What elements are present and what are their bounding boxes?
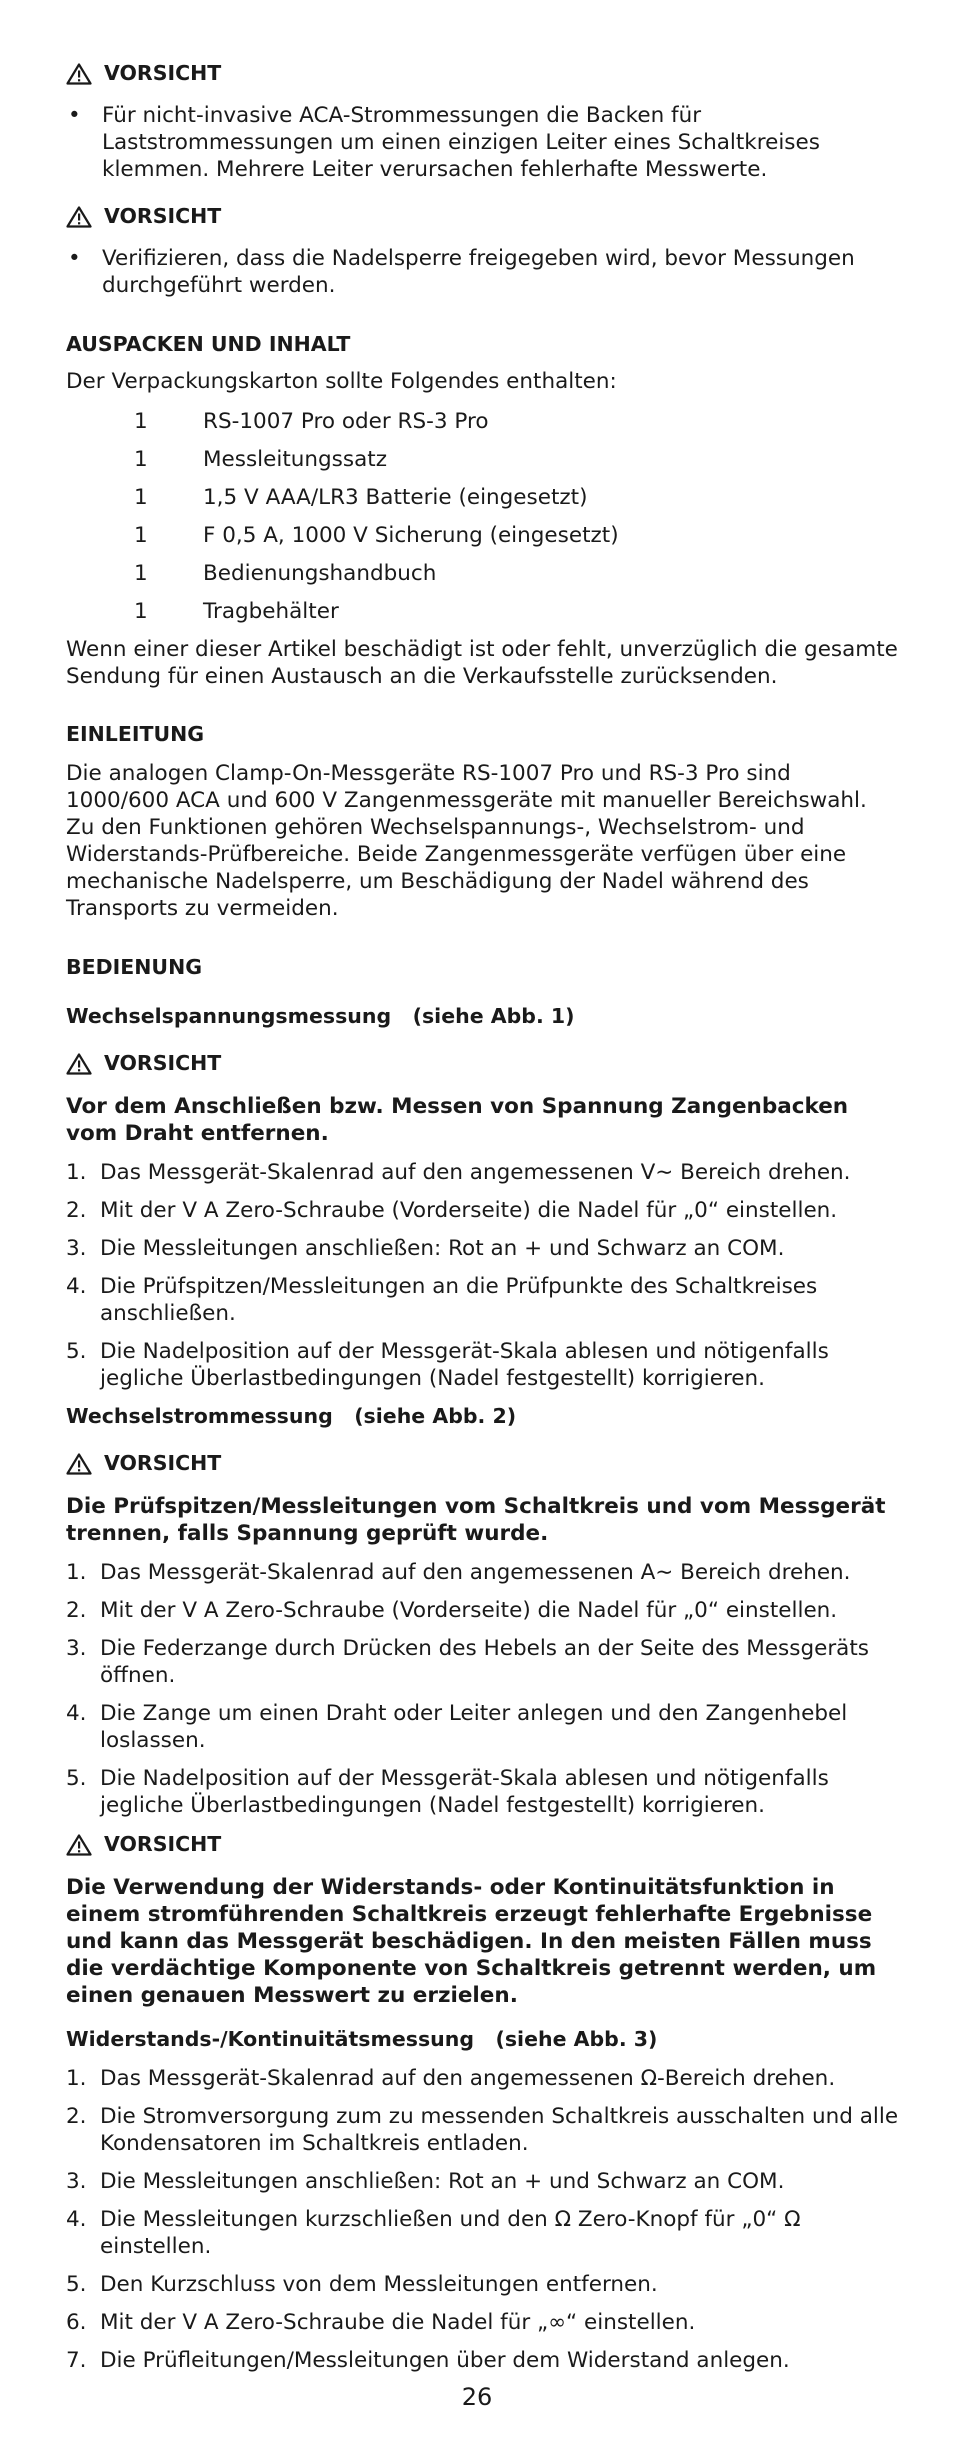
unpacking-outro: Wenn einer dieser Artikel beschädigt ist oder fehlt, unverzüglich die gesamte Sendung für einen Austausch an die Verkaufsstelle zurücksenden. bbox=[66, 637, 898, 689]
list-item: 1 Bedienungshandbuch bbox=[134, 560, 437, 586]
caution-label: VORSICHT bbox=[104, 61, 222, 85]
step-item: 5. Die Nadelposition auf der Messgerät-Skala ablesen und nötigenfalls jegliche Überlastbedingungen (Nadel festgestellt) korrigieren. bbox=[66, 1766, 829, 1818]
introduction-text: Die analogen Clamp-On-Messgeräte RS-1007 Pro und RS-3 Pro sind 1000/600 ACA und 600 V Zangenmessgeräte mit manueller Bereichswahl. Zu den Funktionen gehören Wechselspannungs-, Wechselstrom- und Widerstands-Prüfbereiche. Beide Zangenmessgeräte verfügen über eine mechanische Nadelsperre, um Beschädigung der Nadel während des Transports zu vermeiden. bbox=[66, 761, 867, 921]
warning-triangle-icon bbox=[66, 1053, 92, 1075]
manual-page bbox=[66, 60, 900, 2385]
step-item: 3. Die Messleitungen anschließen: Rot an + und Schwarz an COM. bbox=[66, 2169, 785, 2194]
step-item: 3. Die Messleitungen anschließen: Rot an + und Schwarz an COM. bbox=[66, 1236, 785, 1261]
list-item: 1 RS-1007 Pro oder RS-3 Pro bbox=[134, 408, 489, 434]
list-item: 1 Messleitungssatz bbox=[134, 446, 387, 472]
subsection-heading-acv: Wechselspannungsmessung (siehe Abb. 1) bbox=[66, 1004, 575, 1028]
step-item: 6. Mit der V A Zero-Schraube die Nadel für „∞“ einstellen. bbox=[66, 2310, 696, 2335]
step-item: 1. Das Messgerät-Skalenrad auf den angemessenen Ω-Bereich drehen. bbox=[66, 2066, 836, 2091]
step-item: 7. Die Prüfleitungen/Messleitungen über dem Widerstand anlegen. bbox=[66, 2348, 790, 2373]
warning-triangle-icon bbox=[66, 1834, 92, 1856]
step-item: 4. Die Messleitungen kurzschließen und den Ω Zero-Knopf für „0“ Ω einstellen. bbox=[66, 2207, 801, 2259]
step-item: 2. Mit der V A Zero-Schraube (Vorderseite) die Nadel für „0“ einstellen. bbox=[66, 1598, 838, 1623]
list-item: 1 1,5 V AAA/LR3 Batterie (eingesetzt) bbox=[134, 484, 588, 510]
resistance-steps-list bbox=[66, 2065, 900, 2374]
caution-warning-text: Vor dem Anschließen bzw. Messen von Spannung Zangenbacken vom Draht entfernen. bbox=[66, 1094, 849, 1146]
section-heading-unpacking: AUSPACKEN UND INHALT bbox=[66, 332, 351, 356]
caution-heading bbox=[66, 60, 900, 87]
step-item: 5. Die Nadelposition auf der Messgerät-Skala ablesen und nötigenfalls jegliche Überlastbedingungen (Nadel festgestellt) korrigieren. bbox=[66, 1339, 829, 1391]
step-item: 1. Das Messgerät-Skalenrad auf den angemessenen A∼ Bereich drehen. bbox=[66, 1560, 851, 1585]
caution-text: Für nicht-invasive ACA-Strommessungen die Backen für Laststrommessungen um einen einzigen Leiter eines Schaltkreises klemmen. Mehrere Leiter verursachen fehlerhafte Messwerte. bbox=[102, 103, 820, 182]
caution-text: Verifizieren, dass die Nadelsperre freigegeben wird, bevor Messungen durchgeführt werden. bbox=[102, 246, 855, 298]
step-item: 4. Die Prüfspitzen/Messleitungen an die Prüfpunkte des Schaltkreises anschließen. bbox=[66, 1274, 818, 1326]
caution-bullet: • Verifizieren, dass die Nadelsperre freigegeben wird, bevor Messungen durchgeführt werden. bbox=[66, 245, 900, 299]
step-item: 5. Den Kurzschluss von dem Messleitungen entfernen. bbox=[66, 2272, 658, 2297]
step-item: 3. Die Federzange durch Drücken des Hebels an der Seite des Messgeräts öffnen. bbox=[66, 1636, 869, 1688]
caution-warning-text: Die Prüfspitzen/Messleitungen vom Schaltkreis und vom Messgerät trennen, falls Spannung geprüft wurde. bbox=[66, 1494, 886, 1546]
caution-bullet: • Für nicht-invasive ACA-Strommessungen die Backen für Laststrommessungen um einen einzigen Leiter eines Schaltkreises klemmen. Mehrere Leiter verursachen fehlerhafte Messwerte. bbox=[66, 102, 900, 183]
warning-triangle-icon bbox=[66, 206, 92, 228]
section-heading-introduction: EINLEITUNG bbox=[66, 722, 205, 746]
caution-warning-text: Die Verwendung der Widerstands- oder Kontinuitätsfunktion in einem stromführenden Schaltkreis erzeugt fehlerhafte Ergebnisse und kann das Messgerät beschädigen. In den meisten Fällen muss die verdächtige Komponente von Schaltkreis getrennt werden, um einen genauen Messwert zu erzielen. bbox=[66, 1875, 877, 2008]
warning-triangle-icon bbox=[66, 63, 92, 85]
caution-heading: VORSICHT bbox=[66, 1450, 900, 1477]
step-item: 2. Mit der V A Zero-Schraube (Vorderseite) die Nadel für „0“ einstellen. bbox=[66, 1198, 838, 1223]
caution-heading: VORSICHT bbox=[66, 1050, 900, 1077]
section-heading-operation: BEDIENUNG bbox=[66, 955, 203, 979]
acv-steps-list bbox=[66, 1159, 900, 1392]
subsection-heading-aca: Wechselstrommessung (siehe Abb. 2) bbox=[66, 1404, 517, 1428]
step-item: 4. Die Zange um einen Draht oder Leiter anlegen und den Zangenhebel loslassen. bbox=[66, 1701, 848, 1753]
caution-label: VORSICHT bbox=[104, 204, 222, 228]
caution-heading bbox=[66, 203, 900, 230]
step-item: 2. Die Stromversorgung zum zu messenden Schaltkreis ausschalten und alle Kondensatoren im Schaltkreis entladen. bbox=[66, 2104, 899, 2156]
warning-triangle-icon bbox=[66, 1453, 92, 1475]
unpacking-intro: Der Verpackungskarton sollte Folgendes enthalten: bbox=[66, 369, 617, 394]
step-item: 1. Das Messgerät-Skalenrad auf den angemessenen V∼ Bereich drehen. bbox=[66, 1160, 851, 1185]
subsection-heading-resistance: Widerstands-/Kontinuitätsmessung (siehe Abb. 3) bbox=[66, 2027, 658, 2051]
aca-steps-list bbox=[66, 1559, 900, 1819]
package-contents-list bbox=[134, 402, 900, 630]
page-number: 26 bbox=[461, 2383, 493, 2411]
list-item: 1 F 0,5 A, 1000 V Sicherung (eingesetzt) bbox=[134, 522, 619, 548]
caution-heading: VORSICHT bbox=[66, 1831, 900, 1858]
list-item: 1 Tragbehälter bbox=[134, 598, 339, 624]
